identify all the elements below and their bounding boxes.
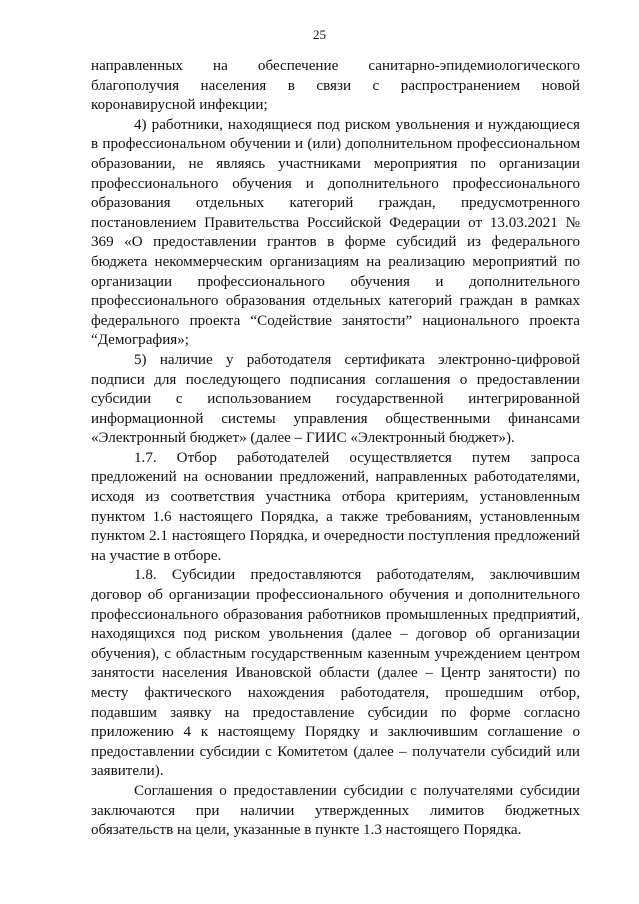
paragraph-agreements: Соглашения о предоставлении субсидии с получателями субсидии заключаются при наличии утвержденных лимитов бюджетных обязательств на цели, указанные в пункте 1.3 настоящего Порядка. <box>91 782 580 839</box>
paragraph-section-1-8: 1.8. Субсидии предоставляются работодателям, заключившим договор об организации профессионального обучения и дополнительного профессионального образования работников промышленных предприятий, находящихся под риском увольнения (далее – договор об организации обучения), с областным государственным казенным учреждением центром занятости населения Ивановской области (далее – Центр занятости) по месту фактического нахождения работодателя, прошедшим отбор, подавшим заявку на предоставление субсидии по форме согласно приложению 4 к настоящему Порядку и заключившим соглашение о предоставлении субсидии с Комитетом (далее – получатели субсидий или заявители). <box>91 567 580 780</box>
paragraph-section-1-7: 1.7. Отбор работодателей осуществляется путем запроса предложений на основании предложений, направленных работодателями, исходя из соответствия участника отбора критериям, установленным пунктом 1.6 настоящего Порядка, а также требованиям, установленным пунктом 2.1 настоящего Порядка, и очередности поступления предложений на участие в отборе. <box>91 449 580 564</box>
document-body <box>91 57 580 841</box>
paragraph-item-4: 4) работники, находящиеся под риском увольнения и нуждающиеся в профессиональном обучении и (или) дополнительном профессиональном образовании, не являясь участниками мероприятия по организации профессионального обучения и дополнительного профессионального образования отдельных категорий граждан, предусмотренного постановлением Правительства Российской Федерации от 13.03.2021 № 369 «О предоставлении грантов в форме субсидий из федерального бюджета некоммерческим организациям на реализацию мероприятий по организации профессионального обучения и дополнительного профессионального образования отдельных категорий граждан в рамках федерального проекта “Содействие занятости” национального проекта “Демография»; <box>91 116 580 349</box>
paragraph-item-5: 5) наличие у работодателя сертификата электронно-цифровой подписи для последующего подписания соглашения о предоставлении субсидии с использованием государственной интегрированной информационной системы управления общественными финансами «Электронный бюджет» (далее – ГИИС «Электронный бюджет»). <box>91 351 580 447</box>
paragraph-continuation: направленных на обеспечение санитарно-эпидемиологического благополучия населения в связи с распространением новой коронавирусной инфекции; <box>91 58 580 114</box>
page-number: 25 <box>313 27 326 42</box>
